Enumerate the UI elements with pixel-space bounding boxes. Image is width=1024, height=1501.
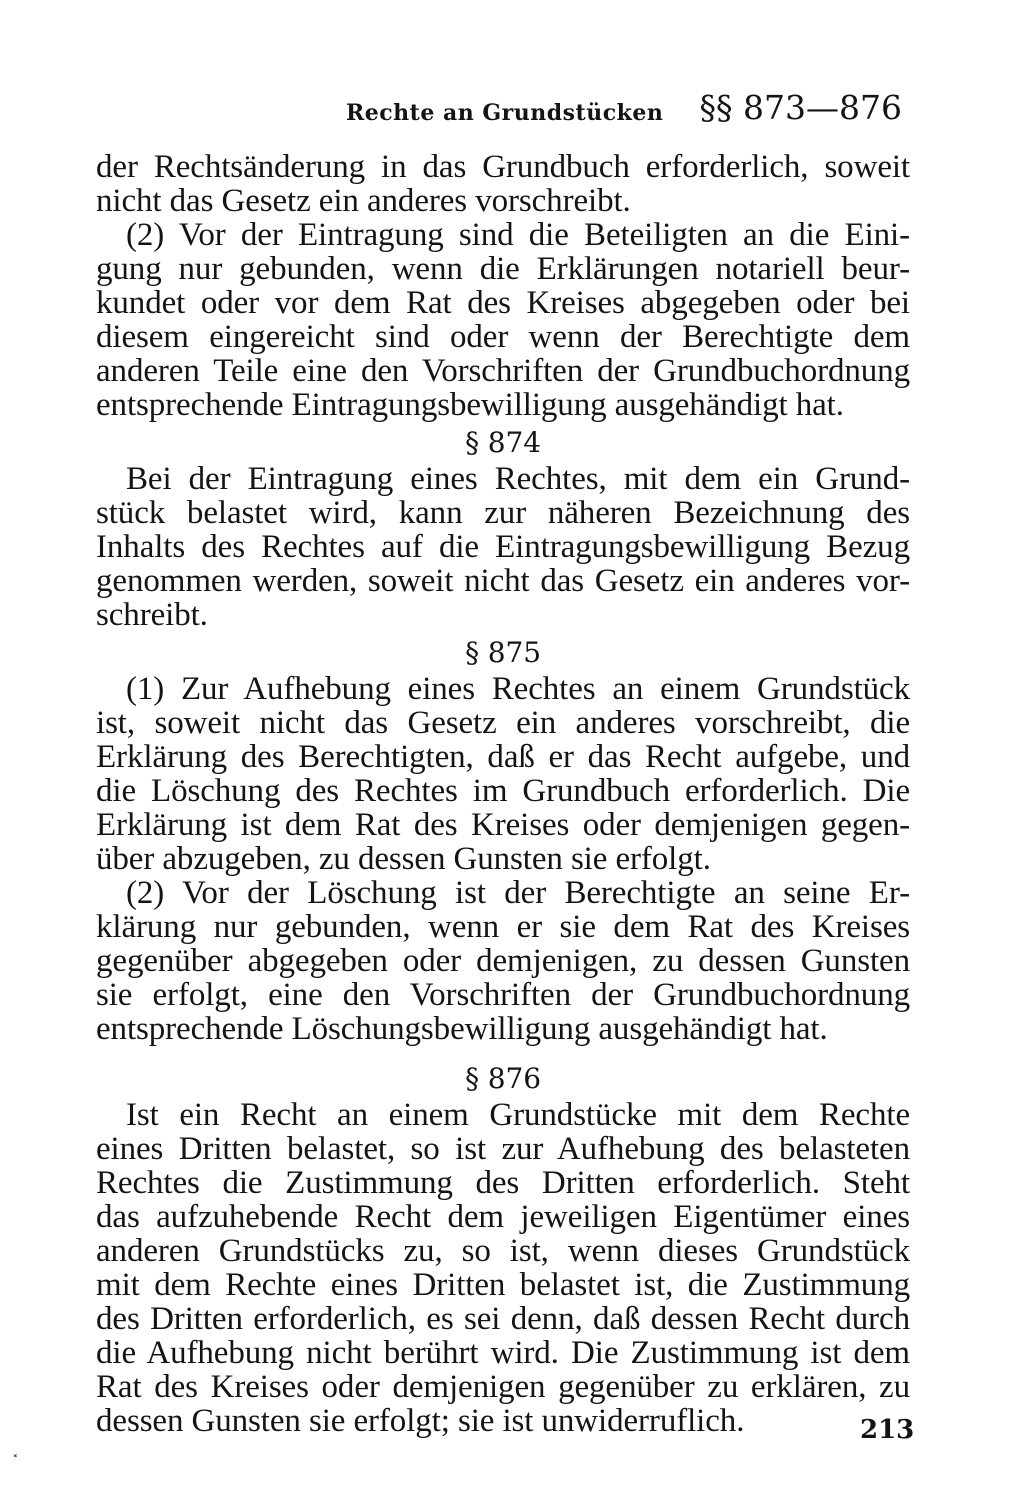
text-line: genommen werden, soweit nicht das Gesetz ein anderes vor- xyxy=(96,563,910,599)
text-line: gegenüber abgegeben oder demjenigen, zu dessen Gunsten xyxy=(96,943,910,979)
section-heading-875: § 875 xyxy=(465,636,541,669)
page-number: 213 xyxy=(860,1415,915,1445)
paragraph-873-2 xyxy=(96,218,910,422)
text-line: (2) Vor der Löschung ist der Berechtigte an seine Er- xyxy=(126,875,910,911)
text-line: entsprechende Löschungsbewilligung ausgehändigt hat. xyxy=(96,1011,828,1047)
text-line: über abzugeben, zu dessen Gunsten sie erfolgt. xyxy=(96,841,711,877)
text-line: anderen Teile eine den Vorschriften der Grundbuchordnung xyxy=(96,353,910,389)
text-line: die Aufhebung nicht berührt wird. Die Zustimmung ist dem xyxy=(96,1335,910,1371)
text-line: Erklärung ist dem Rat des Kreises oder demjenigen gegen- xyxy=(96,807,910,843)
text-line: Inhalts des Rechtes auf die Eintragungsbewilligung Bezug xyxy=(96,529,910,565)
section-heading-874: § 874 xyxy=(465,426,541,459)
page-body xyxy=(96,150,910,1438)
paragraph-continued xyxy=(96,150,910,218)
text-line: entsprechende Eintragungsbewilligung ausgehändigt hat. xyxy=(96,387,844,423)
text-line: mit dem Rechte eines Dritten belastet ist, die Zustimmung xyxy=(96,1267,910,1303)
section-range: §§ 873—876 xyxy=(699,88,902,127)
text-line: dessen Gunsten sie erfolgt; sie ist unwiderruflich. xyxy=(96,1403,745,1439)
text-line: (1) Zur Aufhebung eines Rechtes an einem Grundstück xyxy=(126,671,910,707)
text-line: der Rechtsänderung in das Grundbuch erforderlich, soweit xyxy=(96,149,910,185)
text-line: (2) Vor der Eintragung sind die Beteiligten an die Eini- xyxy=(126,217,910,253)
text-line: Rechtes die Zustimmung des Dritten erforderlich. Steht xyxy=(96,1165,910,1201)
text-line: die Löschung des Rechtes im Grundbuch erforderlich. Die xyxy=(96,773,910,809)
spacer xyxy=(96,1046,910,1058)
text-line: Erklärung des Berechtigten, daß er das Recht aufgebe, und xyxy=(96,739,910,775)
section-heading-876: § 876 xyxy=(465,1062,541,1095)
scan-speck: ⸼ xyxy=(14,1437,19,1458)
paragraph-876 xyxy=(96,1098,910,1438)
paragraph-875-1 xyxy=(96,672,910,876)
text-line: nicht das Gesetz ein anderes vorschreibt. xyxy=(96,183,631,219)
page-header xyxy=(96,86,906,136)
text-line: Rat des Kreises oder demjenigen gegenüber zu erklären, zu xyxy=(96,1369,910,1405)
text-line: ist, soweit nicht das Gesetz ein anderes vorschreibt, die xyxy=(96,705,910,741)
text-line: Bei der Eintragung eines Rechtes, mit dem ein Grund- xyxy=(126,461,910,497)
text-line: kundet oder vor dem Rat des Kreises abgegeben oder bei xyxy=(96,285,910,321)
text-line: diesem eingereicht sind oder wenn der Berechtigte dem xyxy=(96,319,910,355)
text-line: schreibt. xyxy=(96,597,208,633)
text-line: klärung nur gebunden, wenn er sie dem Rat des Kreises xyxy=(96,909,910,945)
text-line: des Dritten erforderlich, es sei denn, daß dessen Recht durch xyxy=(96,1301,910,1337)
text-line: stück belastet wird, kann zur näheren Bezeichnung des xyxy=(96,495,910,531)
text-line: eines Dritten belastet, so ist zur Aufhebung des belasteten xyxy=(96,1131,910,1167)
paragraph-874 xyxy=(96,462,910,632)
running-title: Rechte an Grundstücken xyxy=(346,100,664,126)
text-line: gung nur gebunden, wenn die Erklärungen notariell beur- xyxy=(96,251,910,287)
text-line: anderen Grundstücks zu, so ist, wenn dieses Grundstück xyxy=(96,1233,910,1269)
paragraph-875-2 xyxy=(96,876,910,1046)
text-line: das aufzuhebende Recht dem jeweiligen Eigentümer eines xyxy=(96,1199,910,1235)
text-line: sie erfolgt, eine den Vorschriften der Grundbuchordnung xyxy=(96,977,910,1013)
text-line: Ist ein Recht an einem Grundstücke mit dem Rechte xyxy=(126,1097,910,1133)
